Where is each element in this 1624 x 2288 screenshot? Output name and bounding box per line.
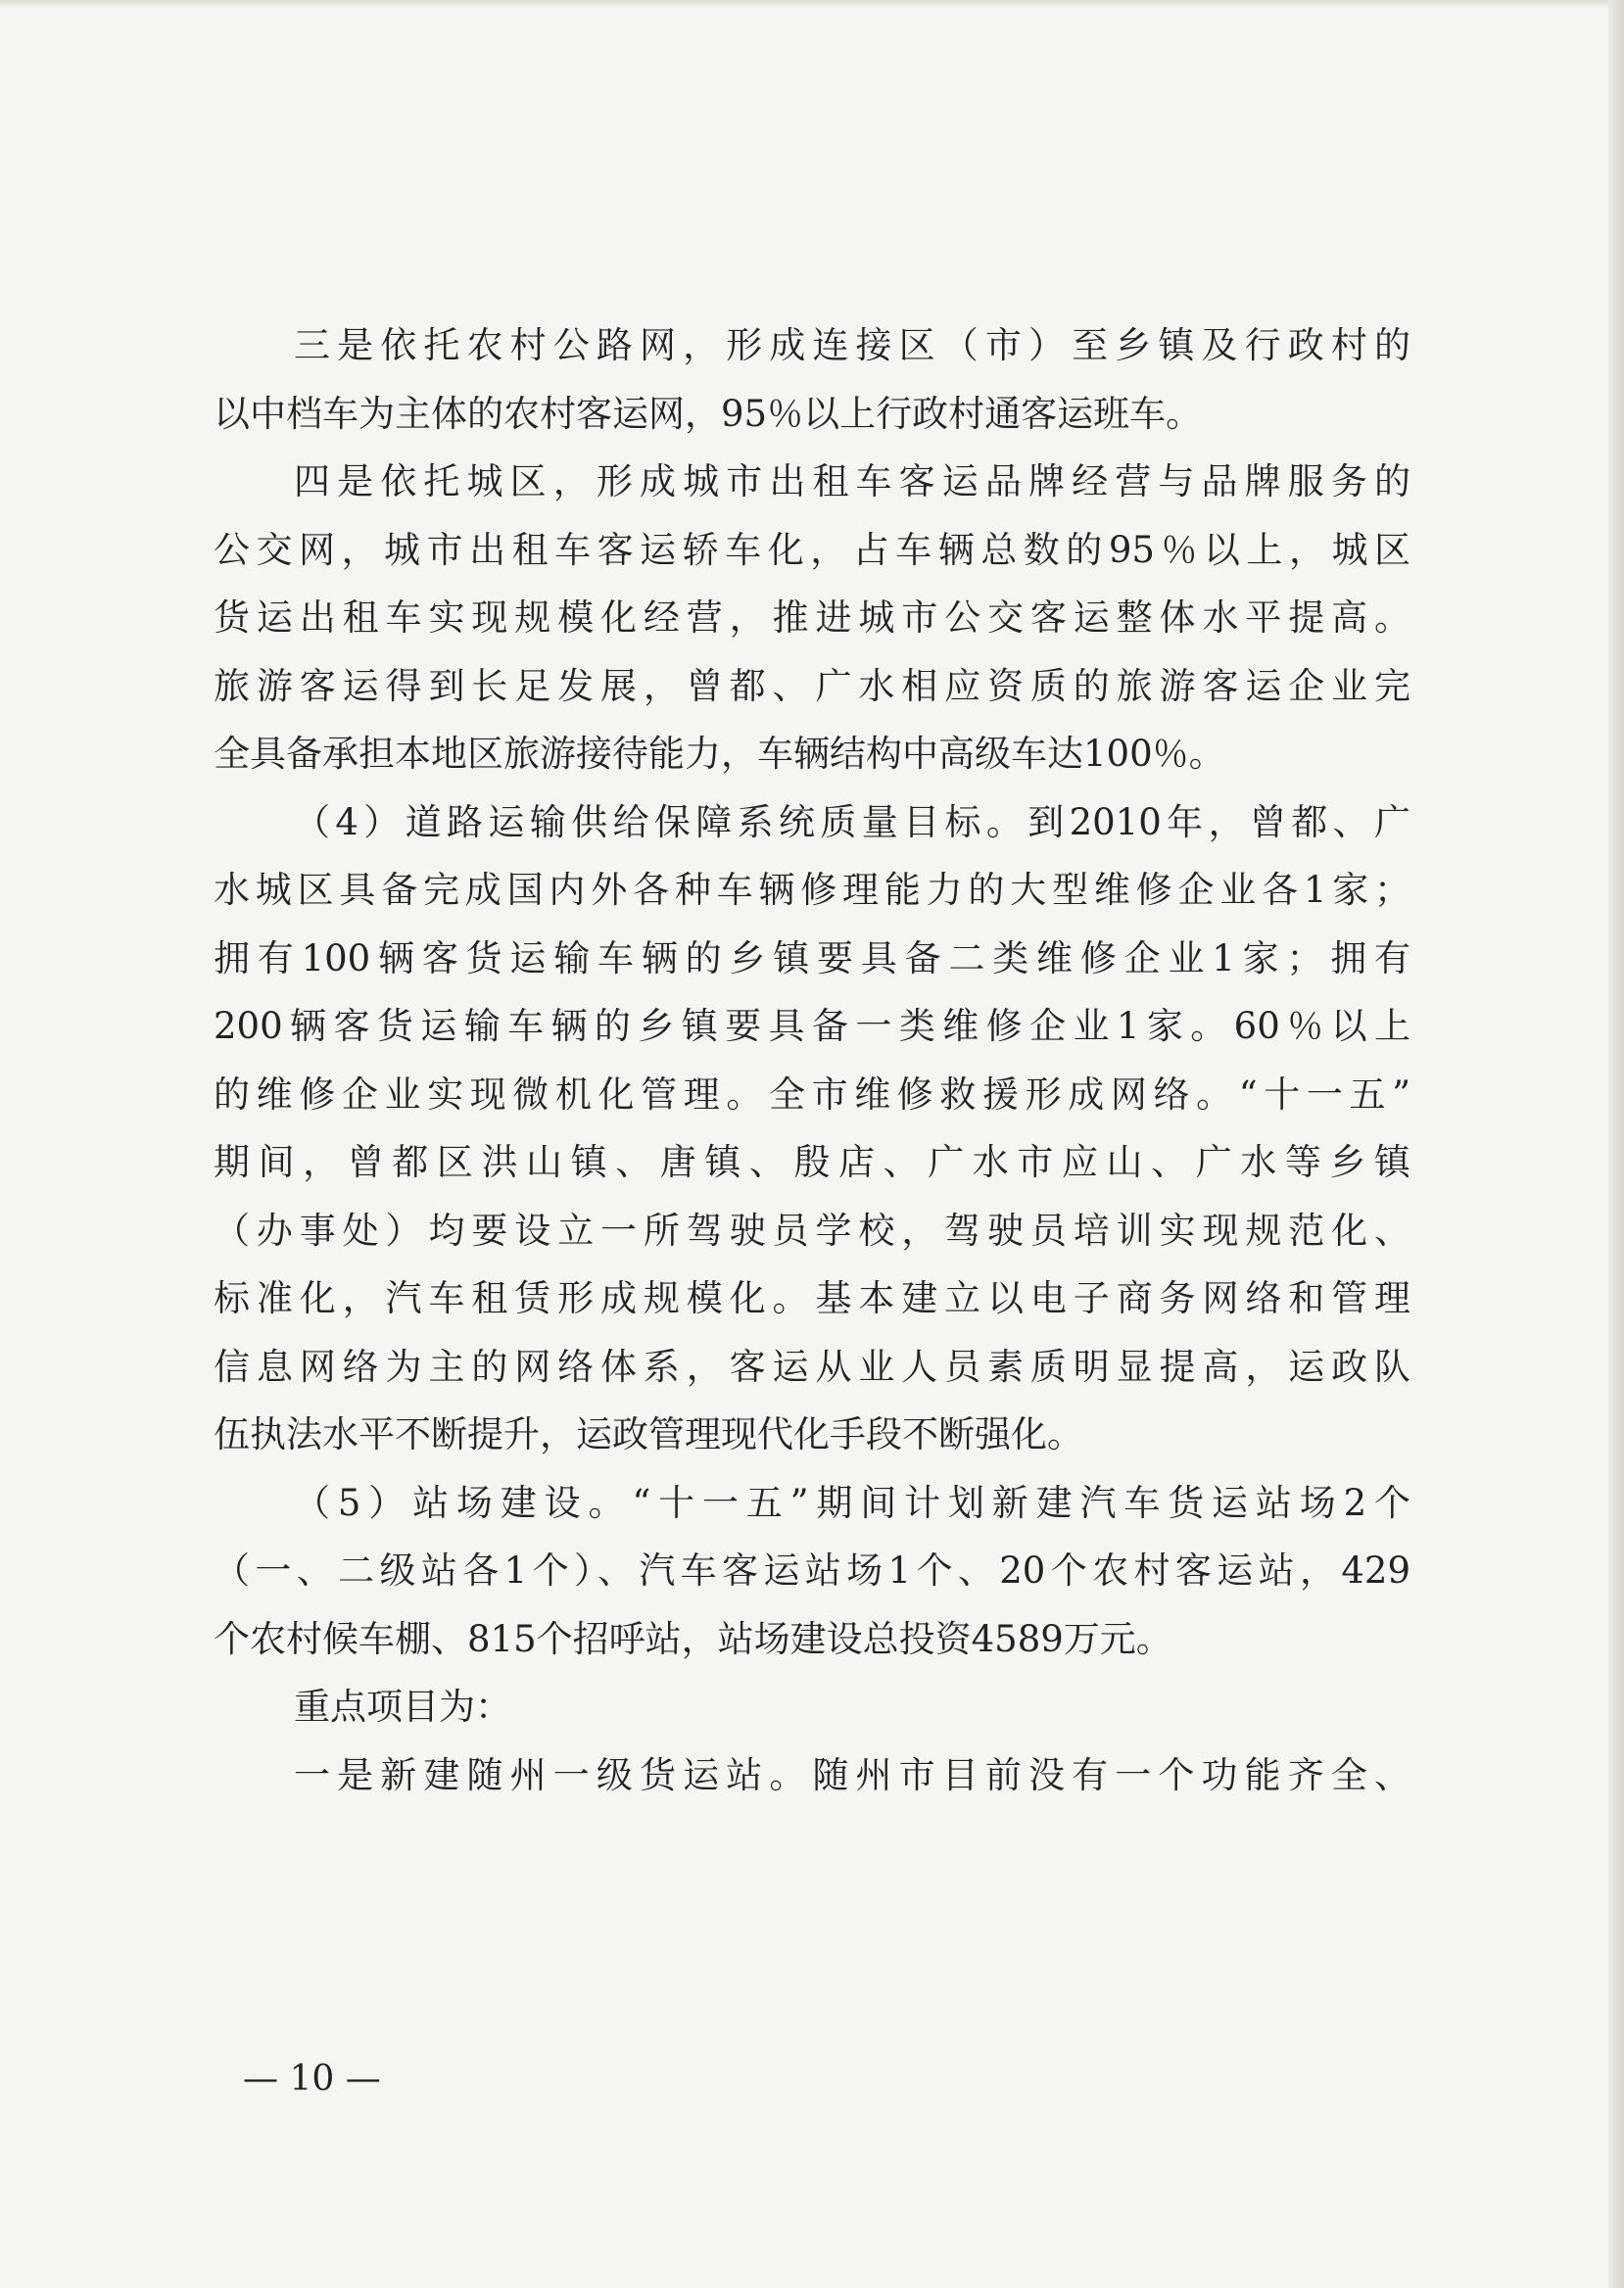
text-line: 货运出租车实现规模化经营，推进城市公交客运整体水平提高。: [214, 596, 1410, 639]
text-line: 公交网，城市出租车客运轿车化，占车辆总数的95％以上，城区: [214, 528, 1410, 571]
page-number: — 10 —: [243, 2059, 381, 2099]
text-line: 标准化，汽车租赁形成规模化。基本建立以电子商务网络和管理: [214, 1277, 1410, 1319]
text-line: 期间，曾都区洪山镇、唐镇、殷店、广水市应山、广水等乡镇: [214, 1141, 1410, 1183]
text-line: 以中档车为主体的农村客运网，95％以上行政村通客运班车。: [214, 392, 1203, 435]
text-line: （办事处）均要设立一所驾驶员学校，驾驶员培训实现规范化、: [214, 1209, 1410, 1252]
text-line: 一是新建随州一级货运站。随州市目前没有一个功能齐全、: [294, 1753, 1410, 1796]
scan-shadow-right: [1608, 0, 1624, 2288]
text-line: 信息网络为主的网络体系，客运从业人员素质明显提高，运政队: [214, 1345, 1410, 1388]
text-line: 三是依托农村公路网，形成连接区（市）至乡镇及行政村的: [294, 324, 1410, 366]
text-line: （5）站场建设。“十一五”期间计划新建汽车货运站场2个: [294, 1481, 1410, 1524]
scan-shadow-top: [0, 0, 1624, 8]
text-line: 水城区具备完成国内外各种车辆修理能力的大型维修企业各1家；: [214, 869, 1410, 911]
body-text: [214, 311, 1410, 1809]
text-line: 重点项目为：: [294, 1686, 511, 1728]
text-line: 200辆客货运输车辆的乡镇要具备一类维修企业1家。60％以上: [214, 1005, 1410, 1047]
text-line: 伍执法水平不断提升，运政管理现代化手段不断强化。: [214, 1413, 1083, 1455]
text-line: 的维修企业实现微机化管理。全市维修救援形成网络。“十一五”: [214, 1072, 1410, 1116]
text-line: 旅游客运得到长足发展，曾都、广水相应资质的旅游客运企业完: [214, 664, 1410, 707]
text-line: 个农村候车棚、815个招呼站，站场建设总投资4589万元。: [214, 1617, 1172, 1660]
text-line: 拥有100辆客货运输车辆的乡镇要具备二类维修企业1家；拥有: [214, 936, 1410, 979]
text-line: （4）道路运输供给保障系统质量目标。到2010年，曾都、广: [294, 800, 1410, 843]
text-line: 全具备承担本地区旅游接待能力，车辆结构中高级车达100％。: [214, 733, 1225, 775]
text-line: 四是依托城区，形成城市出租车客运品牌经营与品牌服务的: [294, 460, 1410, 502]
text-line: （一、二级站各1个）、汽车客运站场1个、20个农村客运站，429: [214, 1549, 1410, 1592]
